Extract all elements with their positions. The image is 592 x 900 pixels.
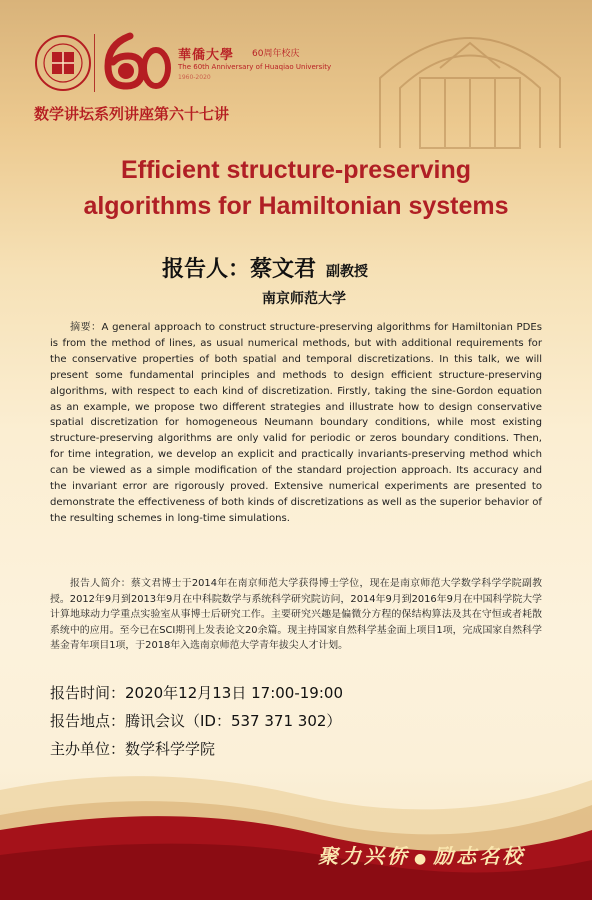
logo-divider bbox=[94, 34, 95, 92]
talk-place: 报告地点：腾讯会议（ID：537 371 302） bbox=[50, 712, 342, 730]
speaker-rank: 副教授 bbox=[326, 264, 369, 280]
sixty-anniversary-logo bbox=[100, 30, 172, 92]
talk-host: 主办单位：数学科学学院 bbox=[50, 740, 216, 758]
talk-title-line2: algorithms for Hamiltonian systems bbox=[83, 192, 509, 220]
campus-gate-watermark bbox=[360, 8, 580, 158]
anniversary-en: The 60th Anniversary of Huaqiao University bbox=[178, 63, 332, 71]
bottom-wave-decoration bbox=[0, 760, 592, 900]
slogan-separator: ● bbox=[414, 851, 430, 867]
university-name: 華僑大學 bbox=[178, 48, 235, 63]
speaker-row bbox=[162, 252, 368, 283]
slogan-part2: 励志名校 bbox=[433, 844, 526, 868]
slogan-part1: 聚力兴侨 bbox=[318, 844, 410, 868]
speaker-name: 蔡文君 bbox=[250, 257, 317, 282]
speaker-affiliation: 南京师范大学 bbox=[262, 291, 346, 307]
talk-title bbox=[30, 152, 562, 224]
talk-title-line1: Efficient structure-preserving bbox=[120, 156, 472, 184]
anniversary-cn: 60周年校庆 bbox=[252, 49, 300, 59]
abstract-text: 摘要：A general approach to construct structure-preserving algorithms for Hamiltonian PDEs is from the method of lines, as usual numerical methods, but with additional requirements for the conservative properties of both spatial and temporal discretizations. In this talk, we will present some fundamental principles and methods to design efficient structure-preserving algorithms, with respect to each kind of discretization. Firstly, taking the sine-Gordon equation as an example, we propose two different strategies and illustrate how to design conservative spatial discretization for homogeneous Neumann boundary conditions, while most existing structure-preserving algorithms are only valid for periodic or zeros boundary conditions. Then, for time integration, we develop an explicit and practically invariants-preserving method which can be viewed as a simple modification of the standard projection approach. Its accuracy and the invariant error are rigorously proved. Extensive numerical experiments are presented to demonstrate the effectiveness of both kinds of discretizations as well as the superior behavior of the resulting schemes in long-time simulations. bbox=[50, 322, 542, 524]
slogan bbox=[318, 840, 525, 869]
speaker-bio: 报告人简介：蔡文君博士于2014年在南京师范大学获得博士学位，现在是南京师范大学数学科学学院副教授。2012年9月到2013年9月在中科院数学与系统科学研究院访问，2014年9月到2016年9月在中国科学院大学计算地球动力学重点实验室从事博士后研究工作。主要研究兴趣是偏微分方程的保结构算法及其在守恒或者耗散系统中的应用。至今已在SCI期刊上发表论文20余篇。现主持国家自然科学基金面上项目1项，完成国家自然科学基金青年项目1项，于2018年入选南京师范大学青年拔尖人才计划。 bbox=[50, 578, 542, 651]
talk-time: 报告时间：2020年12月13日 17:00-19:00 bbox=[50, 684, 343, 702]
lecture-series-title: 数学讲坛系列讲座第六十七讲 bbox=[34, 105, 230, 123]
anniversary-years: 1960-2020 bbox=[178, 74, 211, 81]
university-seal-logo bbox=[34, 34, 92, 92]
speaker-label: 报告人： bbox=[162, 257, 251, 282]
